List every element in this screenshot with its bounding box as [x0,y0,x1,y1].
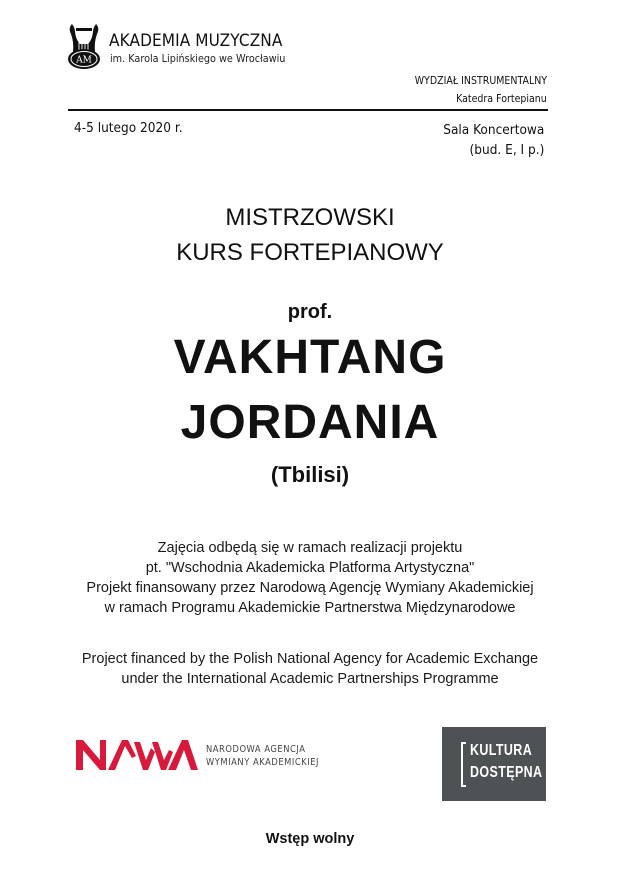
teacher-first-name: VAKHTANG [173,331,447,384]
kultura-line-2: DOSTĘPNA [470,764,543,781]
lyre-icon [66,22,102,70]
teacher-last-name: JORDANIA [180,396,440,449]
kultura-line-1: KULTURA [470,742,533,759]
header-divider [68,109,548,111]
free-entry-note: Wstęp wolny [265,831,355,847]
venue-line-1: Sala Koncertowa [442,122,544,138]
kultura-dostepna-logo [442,727,546,801]
funding-info-english [0,649,620,689]
academy-subtitle: im. Karola Lipińskiego we Wrocławiu [110,53,286,65]
course-title-line-1: MISTRZOWSKI [225,204,395,231]
event-venue [443,120,544,160]
funding-line: Projekt finansowany przez Narodową Agencję Wymiany Akademickiej [86,580,534,596]
nawa-agency-name: NARODOWA AGENCJA WYMIANY AKADEMICKIEJ [206,744,320,768]
funding-line: Project financed by the Polish National Agency for Academic Exchange [81,651,539,667]
teacher-city: (Tbilisi) [270,462,350,487]
faculty-label: WYDZIAŁ INSTRUMENTALNY [414,75,547,87]
funding-line: under the International Academic Partnerships Programme [121,671,499,687]
funding-line: pt. "Wschodnia Akademicka Platforma Artystyczna" [145,560,475,576]
venue-line-2: (bud. E, I p.) [469,142,544,158]
svg-text:AM: AM [76,55,92,66]
nawa-logo [76,738,198,772]
academy-name: AKADEMIA MUZYCZNA [109,31,283,50]
department-label: Katedra Fortepianu [456,93,547,105]
event-date: 4-5 lutego 2020 r. [74,120,183,136]
funding-line: w ramach Programu Akademickie Partnerstwa Międzynarodowe [104,600,516,616]
course-title-line-2: KURS FORTEPIANOWY [176,239,444,266]
funding-line: Zajęcia odbędą się w ramach realizacji projektu [157,540,463,556]
bracket-icon [461,742,466,787]
funding-info-polish [0,538,620,618]
honorific: prof. [287,301,333,323]
